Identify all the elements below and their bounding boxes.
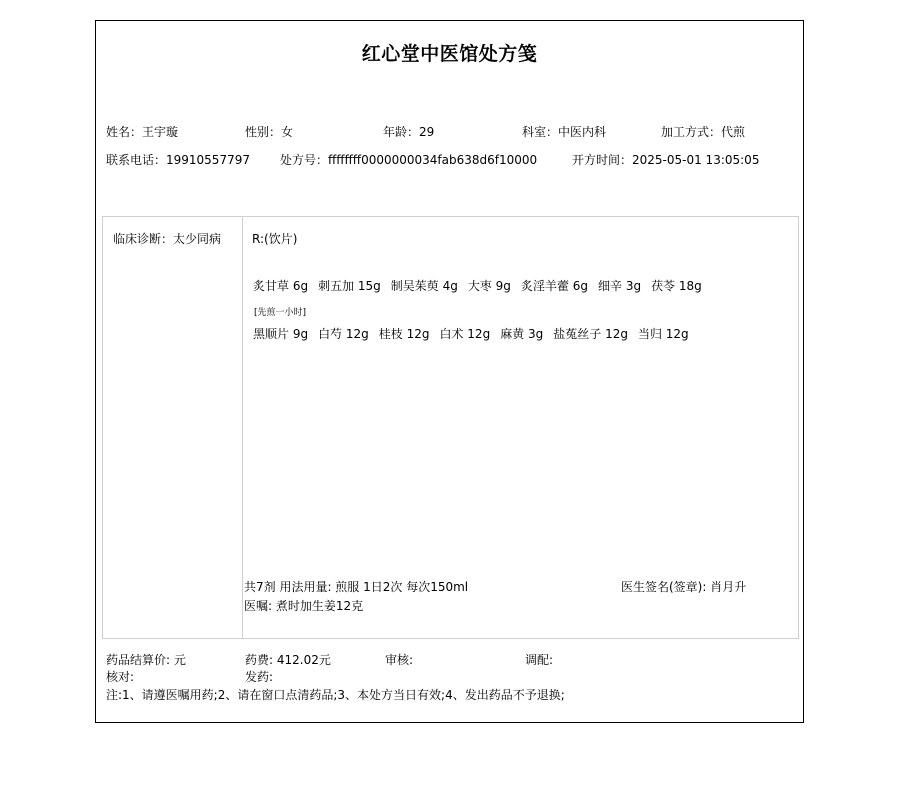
prescription-sheet bbox=[95, 20, 804, 723]
herb-item: 炙淫羊藿 6g bbox=[520, 279, 589, 293]
issue-label: 发药: bbox=[245, 670, 274, 684]
herb-item: 制吴茱萸 4g bbox=[390, 279, 458, 293]
check-label: 核对: bbox=[106, 670, 135, 684]
herb-item: 当归 12g bbox=[637, 327, 689, 341]
herb-item: 桂枝 12g bbox=[378, 327, 430, 341]
usage-dosage: 共7剂 用法用量: 煎服 1日2次 每次150ml bbox=[244, 580, 469, 594]
herb-item: 麻黄 3g bbox=[500, 327, 544, 341]
column-divider bbox=[242, 217, 243, 638]
herb-item: 盐菟丝子 12g bbox=[553, 327, 628, 341]
clinical-diagnosis: 临床诊断：太少同病 bbox=[113, 232, 222, 246]
footer-notes: 注:1、请遵医嘱用药;2、请在窗口点清药品;3、本处方当日有效;4、发出药品不予退换; bbox=[106, 688, 565, 702]
settle-price: 药品结算价: 元 bbox=[106, 653, 186, 667]
herb-row-1 bbox=[253, 277, 712, 294]
herb-item: 刺五加 15g bbox=[318, 279, 381, 293]
herb-row-2 bbox=[253, 325, 699, 342]
patient-age: 年龄：29 bbox=[383, 125, 435, 139]
herb-item: 白术 12g bbox=[439, 327, 491, 341]
doctor-signature: 医生签名(签章): 肖月升 bbox=[621, 580, 747, 594]
processing-method: 加工方式：代煎 bbox=[661, 125, 746, 139]
herb-item: 白芍 12g bbox=[318, 327, 369, 341]
medical-advice: 医嘱: 煮时加生姜12克 bbox=[244, 599, 364, 613]
decoction-note: [先煎一小时] bbox=[254, 308, 307, 318]
patient-name: 姓名：王宇璇 bbox=[106, 125, 179, 139]
prescription-box bbox=[102, 216, 799, 639]
rx-header: R:(饮片) bbox=[252, 232, 298, 246]
review-label: 审核: bbox=[385, 653, 414, 667]
patient-gender: 性别：女 bbox=[245, 125, 294, 139]
herb-item: 细辛 3g bbox=[598, 279, 642, 293]
dispense-prep-label: 调配: bbox=[525, 653, 554, 667]
prescription-number: 处方号：ffffffff0000000034fab638d6f10000 bbox=[280, 153, 538, 167]
herb-item: 黑顺片 9g bbox=[253, 327, 309, 341]
prescription-time: 开方时间：2025-05-01 13:05:05 bbox=[572, 153, 760, 167]
herb-item: 大枣 9g bbox=[467, 279, 511, 293]
department: 科室：中医内科 bbox=[522, 125, 607, 139]
page-title: 红心堂中医馆处方笺 bbox=[361, 43, 538, 65]
herb-item: 茯苓 18g bbox=[651, 279, 702, 293]
contact-phone: 联系电话：19910557797 bbox=[106, 153, 250, 167]
herb-item: 炙甘草 6g bbox=[253, 279, 309, 293]
drug-fee: 药费: 412.02元 bbox=[245, 653, 331, 667]
